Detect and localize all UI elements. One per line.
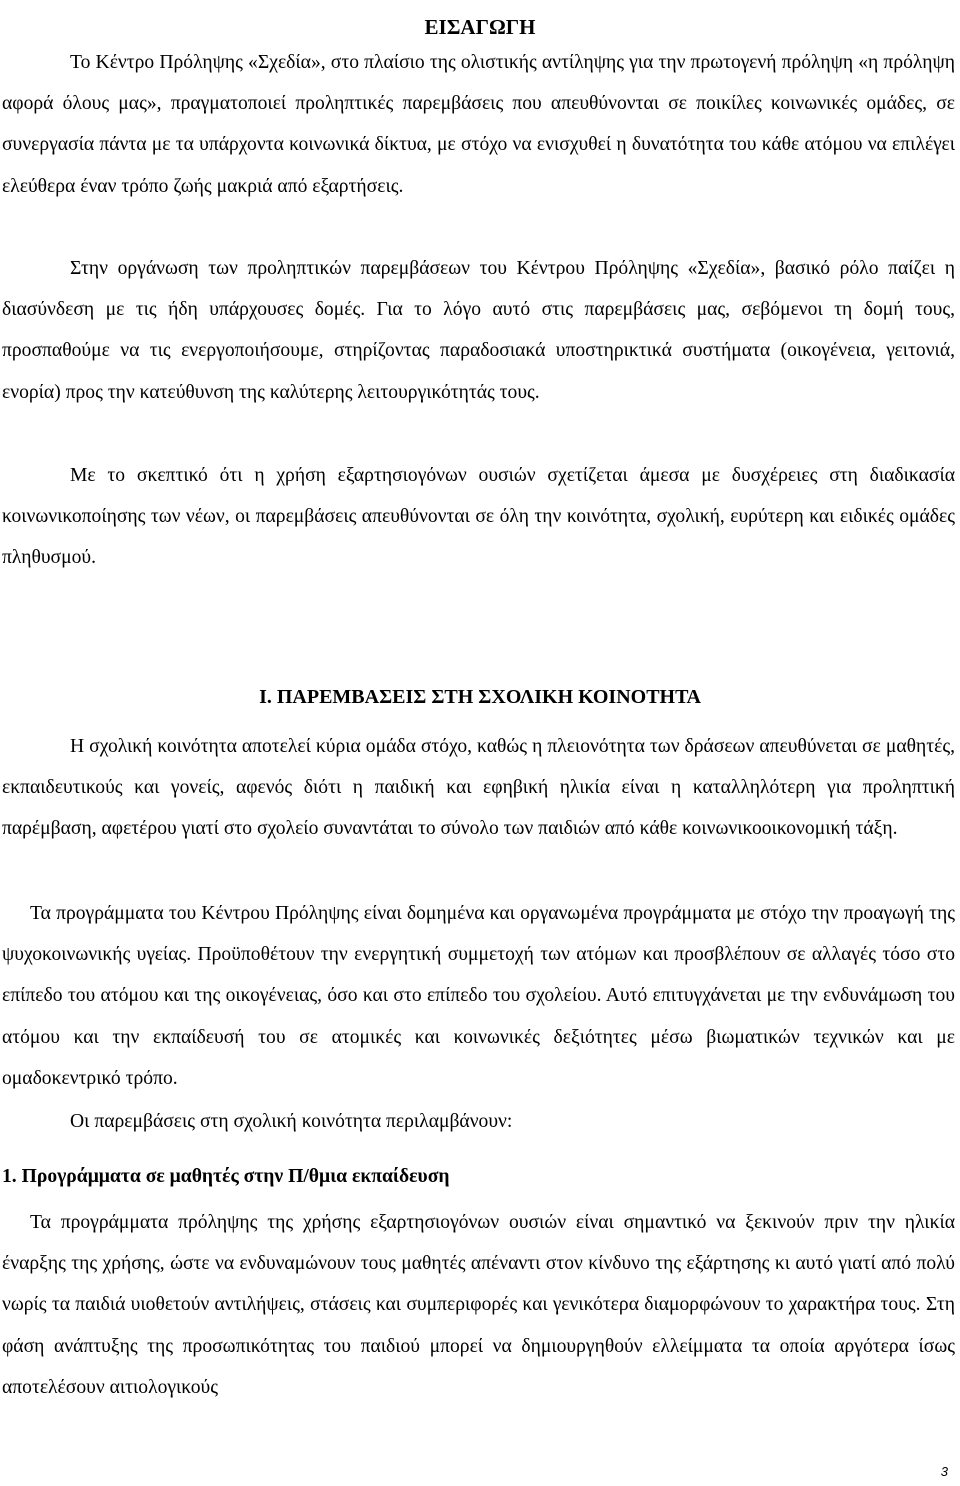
section-paragraph-1: Η σχολική κοινότητα αποτελεί κύρια ομάδα στόχο, καθώς η πλειονότητα των δράσεων απευθύνεται σε μαθητές, εκπαιδευτικούς και γονείς, αφενός διότι η παιδική και εφηβική ηλικία είναι η καταλληλότερη για προληπτική παρέμβαση, αφετέρου γιατί στο σχολείο συναντάται το σύνολο των παιδιών από κάθε κοινωνικοοικονομική τάξη. <box>2 736 955 840</box>
section-heading: Ι. ΠΑΡΕΜΒΑΣΕΙΣ ΣΤΗ ΣΧΟΛΙΚΗ ΚΟΙΝΟΤΗΤΑ <box>259 686 701 708</box>
document-title: ΕΙΣΑΓΩΓΗ <box>424 15 536 40</box>
section-paragraph-2: Τα προγράμματα του Κέντρου Πρόληψης είναι δομημένα και οργανωμένα προγράμματα με στόχο την προαγωγή της ψυχοκοινωνικής υγείας. Προϋποθέτουν την ενεργητική συμμετοχή των ατόμων και προσβλέπουν σε αλλαγές τόσο στο επίπεδο του ατόμου και της οικογένειας, όσο και στο επίπεδο του σχολείου. Αυτό επιτυγχάνεται με την ενδυνάμωση του ατόμου και την εκπαίδευσή του σε ατομικές και κοινωνικές δεξιότητες μέσω βιωματικών τεχνικών και με ομαδοκεντρικό τρόπο. <box>2 903 955 1089</box>
subsection-heading: 1. Προγράμματα σε μαθητές στην Π/θμια εκπαίδευση <box>2 1166 450 1187</box>
page-number: 3 <box>940 1464 948 1479</box>
intro-paragraph-1: Το Κέντρο Πρόληψης «Σχεδία», στο πλαίσιο της ολιστικής αντίληψης για την πρωτογενή πρόληψη «η πρόληψη αφορά όλους μας», πραγματοποιεί προληπτικές παρεμβάσεις που απευθύνονται σε ποικίλες κοινωνικές ομάδες, σε συνεργασία πάντα με τα υπάρχοντα κοινωνικά δίκτυα, με στόχο να ενισχυθεί η δυνατότητα του κάθε ατόμου να επιλέγει ελεύθερα έναν τρόπο ζωής μακριά από εξαρτήσεις. <box>2 52 955 197</box>
intro-paragraph-2: Στην οργάνωση των προληπτικών παρεμβάσεων του Κέντρου Πρόληψης «Σχεδία», βασικό ρόλο παίζει η διασύνδεση με τις ήδη υπάρχουσες δομές. Για το λόγο αυτό στις παρεμβάσεις μας, σεβόμενοι τη δομή τους, προσπαθούμε να τις ενεργοποιήσουμε, στηρίζοντας παραδοσιακά υποστηρικτικά συστήματα (οικογένεια, γειτονιά, ενορία) προς την κατεύθυνση της καλύτερης λειτουργικότητάς τους. <box>2 258 955 403</box>
section-paragraph-3: Οι παρεμβάσεις στη σχολική κοινότητα περιλαμβάνουν: <box>70 1111 513 1132</box>
subsection-paragraph: Τα προγράμματα πρόληψης της χρήσης εξαρτησιογόνων ουσιών είναι σημαντικό να ξεκινούν πριν την ηλικία έναρξης της χρήσης, ώστε να ενδυναμώνουν τους μαθητές απέναντι στον κίνδυνο της εξάρτησης κι αυτό γιατί από πολύ νωρίς τα παιδιά υιοθετούν αντιλήψεις, στάσεις και συμπεριφορές και γενικότερα διαμορφώνουν το χαρακτήρα τους. Στη φάση ανάπτυξης της προσωπικότητας του παιδιού μπορεί να δημιουργηθούν ελλείμματα τα οποία αργότερα ίσως αποτελέσουν αιτιολογικούς <box>2 1212 955 1398</box>
intro-paragraph-3: Με το σκεπτικό ότι η χρήση εξαρτησιογόνων ουσιών σχετίζεται άμεσα με δυσχέρειες στη διαδικασία κοινωνικοποίησης των νέων, οι παρεμβάσεις απευθύνονται σε όλη την κοινότητα, σχολική, ευρύτερη και ειδικές ομάδες πληθυσμού. <box>2 465 955 569</box>
